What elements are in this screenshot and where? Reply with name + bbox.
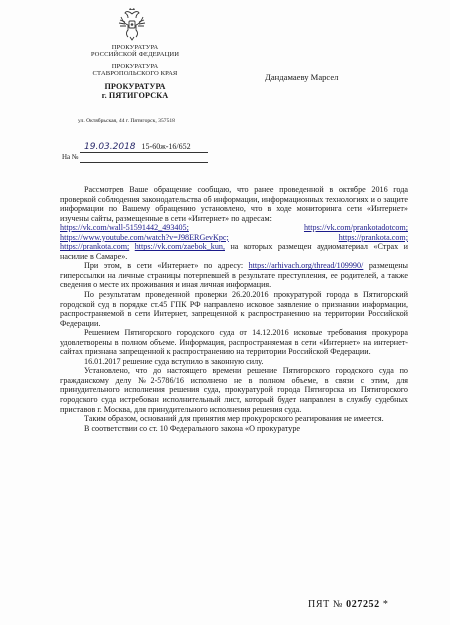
org-line-1: ПРОКУРАТУРА [111, 44, 159, 51]
org-line-3: ПРОКУРАТУРА [111, 62, 159, 70]
link-vk-wall[interactable]: https://vk.com/wall-51591442_493405; [60, 223, 189, 233]
link-arhivach[interactable]: https://arhivach.org/thread/109990/ [248, 261, 364, 271]
links-row-2 [60, 233, 408, 243]
form-serial-number [308, 599, 388, 610]
links-block [60, 223, 408, 261]
paragraph-7: Таким образом, оснований для принятия мер прокурорского реагирования не имеется. [84, 414, 384, 424]
link-prankota-2[interactable]: https://prankota.com; [60, 242, 130, 252]
issuer-block [70, 44, 200, 100]
link-youtube[interactable]: https://www.youtube.com/watch?v=J98ERGevKpc; [60, 232, 229, 242]
addressee-name: Дандамаеву Марсел [265, 72, 339, 82]
issuer-address: ул. Октябрьская, 44 г. Пятигорск, 357518 [78, 118, 175, 124]
city-office-line-1: ПРОКУРАТУРА [104, 81, 166, 91]
serial-suffix: * [382, 599, 389, 610]
paragraph-2 [60, 261, 408, 290]
paragraph-5: 16.01.2017 решение суда вступило в законную силу. [84, 356, 264, 366]
paragraph-4: Решением Пятигорского городского суда от 14.12.2016 исковые требования прокурора удовлетворены в полном объеме. Информация, распространяемая в сети «Интернет» на интернет-сайтах признана запрещенной к распространению на территории Российской Федерации. [60, 328, 408, 357]
city-office-line-2: г. ПЯТИГОРСКА [101, 90, 169, 100]
serial-prefix: ПЯТ № [308, 599, 344, 610]
registration-date: 19.03.2018 [84, 142, 136, 152]
links-row-3 [60, 242, 408, 261]
links-row-3-tail: на которых размещен аудиоматериал «Страх и насилие в Самаре». [60, 242, 408, 261]
registration-number: 15-60ж-16/652 [141, 142, 191, 151]
org-line-2: РОССИЙСКОЙ ФЕДЕРАЦИИ [90, 51, 180, 59]
reply-to-underline [80, 162, 208, 163]
paragraph-3: По результатам проведенной проверки 26.20.2016 прокуратурой города в Пятигорский городской суд в порядке ст.45 ГПК РФ направлено исковое заявление о признании информации, распространяемой в сети Интернет, запрещенной к распространению на территории Российской Федерации. [60, 290, 408, 328]
paragraph-6: Установлено, что до настоящего времени решение Пятигорского городского суда по гражданскому делу №2-5786/16 исполнено не в полном объеме, в связи с этим, для принудительного исполнения решения суда, прокуратурой города Пятигорска из Пятигорского городского суда истребован исполнительный лист, который будет направлен в службу судебных приставов г. Москва, для принудительного исполнения решения суда. [60, 366, 408, 414]
letter-body [60, 185, 408, 433]
link-prankota-1[interactable]: https://prankota.com; [338, 232, 408, 242]
org-line-4: СТАВРОПОЛЬСКОГО КРАЯ [92, 70, 178, 78]
paragraph-2-tail: размещены гиперссылки на личные страницы потерпевшей в результате преступления, ее родителей, а также сведения о месте их проживания и иная личная информация. [60, 261, 409, 290]
serial-number: 027252 [346, 599, 380, 610]
link-vk-zaebok[interactable]: https://vk.com/zaebok_kun, [134, 242, 225, 252]
paragraph-2-start: При этом, в сети «Интернет» по адресу: [84, 261, 244, 271]
paragraph-1: Рассмотрев Ваше обращение сообщаю, что ранее проведенной в октябре 2016 года проверкой соблюдения законодательства об информации, информационных технологиях и о защите информации по Вашему обращению установлено, что в ходе мониторинга сети «Интернет» изучены сайты, размещенные в сети «Интернет» по адресам: [60, 185, 408, 223]
paragraph-8: В соответствии со ст. 10 Федерального закона «О прокуратуре [84, 423, 301, 433]
registration-underline [80, 152, 208, 153]
coat-of-arms-icon [117, 8, 147, 42]
reply-to-label: На № [62, 153, 79, 161]
links-row-1 [60, 223, 408, 233]
link-vk-prankotadotcom[interactable]: https://vk.com/prankotadotcom; [303, 223, 408, 233]
registration-line [84, 142, 191, 152]
